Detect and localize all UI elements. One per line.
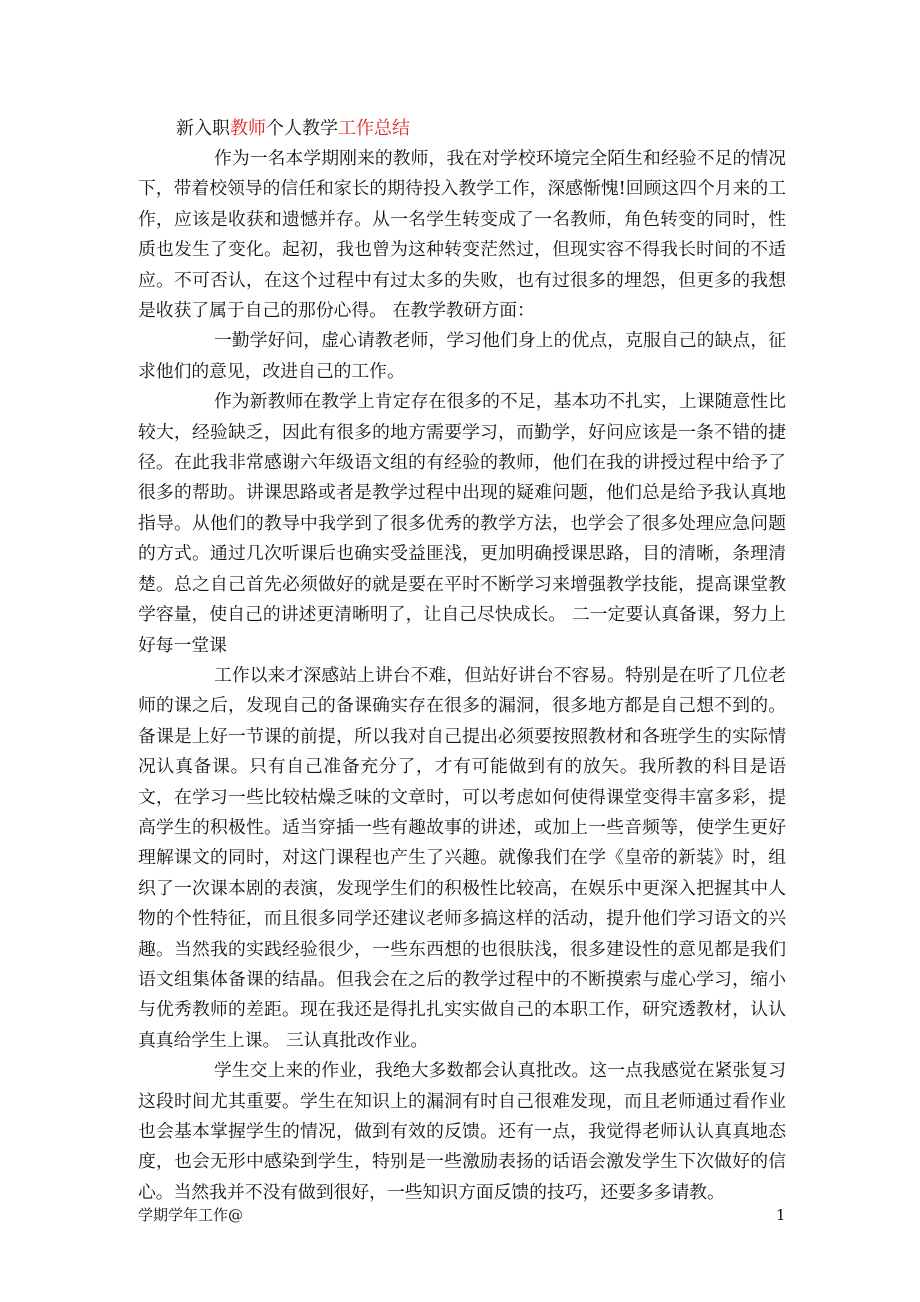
paragraph-section-1-heading: 一勤学好问，虚心请教老师，学习他们身上的优点，克服自己的缺点，征求他们的意见，改进自己的工作。 bbox=[138, 330, 786, 382]
footer-text: 学期学年工作@ bbox=[138, 1206, 244, 1224]
paragraph-section-3-body: 学生交上来的作业，我绝大多数都会认真批改。这一点我感觉在紧张复习这段时间尤其重要。学生在知识上的漏洞有时自己很难发现，而且老师通过看作业也会基本掌握学生的情况，做到有效的反馈。还有一点，我觉得老师认认真真地态度，也会无形中感染到学生，特别是一些激励表扬的话语会激发学生下次做好的信心。当然我并不没有做到很好，一些知识方面反馈的技巧，还要多多请教。 bbox=[138, 1060, 786, 1203]
page-number: 1 bbox=[776, 1206, 786, 1224]
paragraph-section-2-body: 工作以来才深感站上讲台不难，但站好讲台不容易。特别是在听了几位老师的课之后，发现自己的备课确实存在很多的漏洞，很多地方都是自己想不到的。备课是上好一节课的前提，所以我对自己提出必须要按照教材和各班学生的实际情况认真备课。只有自己准备充分了，才有可能做到有的放矢。我所教的科目是语文，在学习一些比较枯燥乏味的文章时，可以考虑如何使得课堂变得丰富多彩，提高学生的积极性。适当穿插一些有趣故事的讲述，或加上一些音频等，使学生更好理解课文的同时，对这门课程也产生了兴趣。就像我们在学《皇帝的新装》时，组织了一次课本剧的表演，发现学生们的积极性比较高，在娱乐中更深入把握其中人物的个性特征，而且很多同学还建议老师多搞这样的活动，提升他们学习语文的兴趣。当然我的实践经验很少，一些东西想的也很肤浅，很多建设性的意见都是我们语文组集体备课的结晶。但我会在之后的教学过程中的不断摸索与虚心学习，缩小与优秀教师的差距。现在我还是得扎扎实实做自己的本职工作，研究透教材，认认真真给学生上课。 三认真批改作业。 bbox=[138, 664, 786, 1051]
paragraph-intro: 作为一名本学期刚来的教师，我在对学校环境完全陌生和经验不足的情况下，带着校领导的信任和家长的期待投入教学工作，深感惭愧!回顾这四个月来的工作，应该是收获和遗憾并存。从一名学生转变成了一名教师，角色转变的同时，性质也发生了变化。起初，我也曾为这种转变茫然过，但现实容不得我长时间的不适应。不可否认，在这个过程中有过太多的失败，也有过很多的埋怨，但更多的我想是收获了属于自己的那份心得。 在教学教研方面： bbox=[138, 148, 786, 322]
title-keyword-teacher[interactable]: 教师 bbox=[230, 118, 266, 139]
title-part-1: 新入职 bbox=[176, 118, 230, 139]
title-part-3: 个人教学 bbox=[266, 118, 338, 139]
paragraph-section-1-body: 作为新教师在教学上肯定存在很多的不足，基本功不扎实，上课随意性比较大，经验缺乏，因此有很多的地方需要学习，而勤学，好问应该是一条不错的捷径。在此我非常感谢六年级语文组的有经验的教师，他们在我的讲授过程中给予了很多的帮助。讲课思路或者是教学过程中出现的疑难问题，他们总是给予我认真地指导。从他们的教导中我学到了很多优秀的教学方法，也学会了很多处理应急问题的方式。通过几次听课后也确实受益匪浅，更加明确授课思路，目的清晰，条理清楚。总之自己首先必须做好的就是要在平时不断学习来增强教学技能，提高课堂教学容量，使自己的讲述更清晰明了，让自己尽快成长。 二一定要认真备课，努力上好每一堂课 bbox=[138, 391, 786, 656]
document-title bbox=[176, 114, 410, 144]
title-keyword-work-summary[interactable]: 工作总结 bbox=[338, 118, 410, 139]
document-body bbox=[138, 144, 786, 1208]
